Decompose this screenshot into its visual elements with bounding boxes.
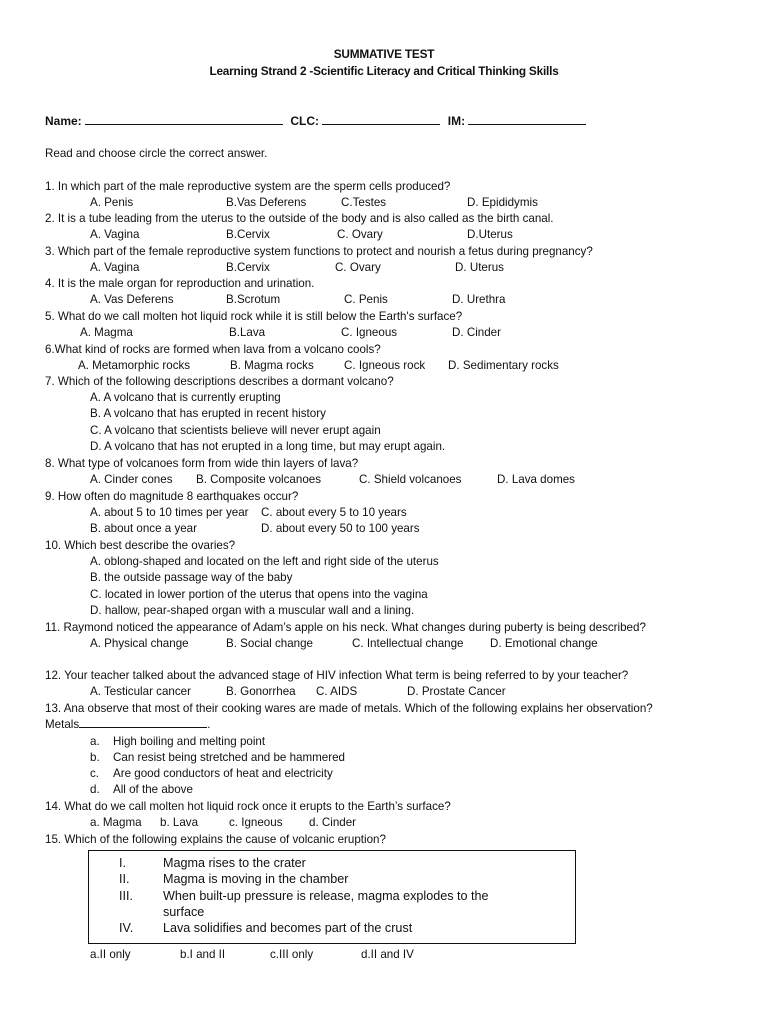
option[interactable]: C. Intellectual change xyxy=(352,637,464,650)
name-field[interactable] xyxy=(85,114,283,125)
question-text: 15. Which of the following explains the cause of volcanic eruption? xyxy=(45,833,386,846)
option[interactable]: D. Lava domes xyxy=(497,473,575,486)
clc-field[interactable] xyxy=(322,114,440,125)
instructions: Read and choose circle the correct answer. xyxy=(45,147,268,160)
statement-text: When built-up pressure is release, magma explodes to the xyxy=(163,889,489,903)
statement-number: II. xyxy=(119,872,130,886)
question-text: 1. In which part of the male reproductive system are the sperm cells produced? xyxy=(45,180,451,193)
option-letter: b. xyxy=(90,751,100,764)
option[interactable]: D. Urethra xyxy=(452,293,506,306)
option[interactable]: c. Igneous xyxy=(229,816,283,829)
option[interactable]: B. Composite volcanoes xyxy=(196,473,322,486)
option[interactable]: C. Igneous xyxy=(341,326,398,339)
option[interactable]: C.Testes xyxy=(341,196,387,209)
option[interactable]: Can resist being stretched and be hammered xyxy=(113,751,346,764)
option[interactable]: A. Penis xyxy=(90,196,134,209)
option[interactable]: B. about once a year xyxy=(90,522,197,535)
option[interactable]: C. Ovary xyxy=(337,228,383,241)
option-letter: c. xyxy=(90,767,100,780)
question-text: 8. What type of volcanoes form from wide thin layers of lava? xyxy=(45,457,359,470)
question-text: 12. Your teacher talked about the advanced stage of HIV infection What term is being referred to by your teacher? xyxy=(45,669,629,682)
question-text: 14. What do we call molten hot liquid rock once it erupts to the Earth’s surface? xyxy=(45,800,451,813)
option[interactable]: D. Sedimentary rocks xyxy=(448,359,559,372)
option[interactable]: B.Lava xyxy=(229,326,266,339)
option[interactable]: B.Vas Deferens xyxy=(226,196,307,209)
option[interactable]: a. Magma xyxy=(90,816,142,829)
option-letter: a. xyxy=(90,735,100,748)
option[interactable]: B.Cervix xyxy=(226,261,270,274)
option[interactable]: C. Penis xyxy=(344,293,388,306)
question-text: 9. How often do magnitude 8 earthquakes occur? xyxy=(45,490,299,503)
option[interactable]: D. A volcano that has not erupted in a long time, but may erupt again. xyxy=(90,440,446,453)
question-text: 11. Raymond noticed the appearance of Adam’s apple on his neck. What changes during puberty is being described? xyxy=(45,621,646,634)
option[interactable]: B. Magma rocks xyxy=(230,359,314,372)
im-label: IM: xyxy=(447,114,466,128)
option[interactable]: A. Physical change xyxy=(90,637,189,650)
question-text: 4. It is the male organ for reproduction and urination. xyxy=(45,277,315,290)
question-text: 6.What kind of rocks are formed when lava from a volcano cools? xyxy=(45,343,381,356)
statement-text: Magma rises to the crater xyxy=(163,856,306,870)
question-continuation: Metals . xyxy=(45,718,211,731)
option[interactable]: C. Shield volcanoes xyxy=(359,473,462,486)
question-text: 5. What do we call molten hot liquid rock while it is still below the Earth's surface? xyxy=(45,310,463,323)
option[interactable]: B. Social change xyxy=(226,637,314,650)
statement-text: surface xyxy=(163,905,205,919)
name-label: Name: xyxy=(45,114,82,128)
option[interactable]: A. Metamorphic rocks xyxy=(78,359,191,372)
option[interactable]: D. Cinder xyxy=(452,326,501,339)
statements-box xyxy=(88,850,576,944)
student-info-row xyxy=(45,114,586,128)
option[interactable]: B.Scrotum xyxy=(226,293,281,306)
option[interactable]: D. Uterus xyxy=(455,261,504,274)
option[interactable]: c.III only xyxy=(270,948,314,961)
question-text: 2. It is a tube leading from the uterus to the outside of the body and is also called as the birth canal. xyxy=(45,212,554,225)
question-text: 3. Which part of the female reproductive system functions to protect and nourish a fetus during pregnancy? xyxy=(45,245,593,258)
option[interactable]: C. A volcano that scientists believe will never erupt again xyxy=(90,424,381,437)
option[interactable]: A. Vagina xyxy=(90,261,140,274)
statement-number: III. xyxy=(119,889,133,903)
option[interactable]: D. hallow, pear-shaped organ with a muscular wall and a lining. xyxy=(90,604,415,617)
statement-text: Lava solidifies and becomes part of the crust xyxy=(163,921,413,935)
option[interactable]: D. about every 50 to 100 years xyxy=(261,522,420,535)
option[interactable]: b. Lava xyxy=(160,816,199,829)
option[interactable]: a.II only xyxy=(90,948,131,961)
option[interactable]: B. A volcano that has erupted in recent history xyxy=(90,407,326,420)
option[interactable]: d.II and IV xyxy=(361,948,414,961)
question-text: 10. Which best describe the ovaries? xyxy=(45,539,236,552)
question-text: 13. Ana observe that most of their cooking wares are made of metals. Which of the following explains her observation? xyxy=(45,702,653,715)
option[interactable]: D. Emotional change xyxy=(490,637,598,650)
option[interactable]: A. A volcano that is currently erupting xyxy=(90,391,281,404)
question-text: 7. Which of the following descriptions describes a dormant volcano? xyxy=(45,375,394,388)
im-field[interactable] xyxy=(468,114,586,125)
page-subtitle: Learning Strand 2 -Scientific Literacy and Critical Thinking Skills xyxy=(209,64,559,78)
clc-label: CLC: xyxy=(290,114,320,128)
option[interactable]: C. located in lower portion of the uterus that opens into the vagina xyxy=(90,588,428,601)
option[interactable]: B. Gonorrhea xyxy=(226,685,296,698)
option[interactable]: B.Cervix xyxy=(226,228,270,241)
option[interactable]: High boiling and melting point xyxy=(113,735,266,748)
option[interactable]: D. Prostate Cancer xyxy=(407,685,506,698)
option[interactable]: D. Epididymis xyxy=(467,196,538,209)
option[interactable]: A. oblong-shaped and located on the left and right side of the uterus xyxy=(90,555,439,568)
option-letter: d. xyxy=(90,783,100,796)
option[interactable]: C. about every 5 to 10 years xyxy=(261,506,407,519)
statement-number: IV. xyxy=(119,921,134,935)
option[interactable]: C. AIDS xyxy=(316,685,358,698)
option[interactable]: A. Testicular cancer xyxy=(90,685,191,698)
option[interactable]: A. about 5 to 10 times per year xyxy=(90,506,249,519)
option[interactable]: D.Uterus xyxy=(467,228,513,241)
option[interactable]: A. Cinder cones xyxy=(90,473,173,486)
option[interactable]: All of the above xyxy=(113,783,193,796)
statement-text: Magma is moving in the chamber xyxy=(163,872,349,886)
option[interactable]: A. Vas Deferens xyxy=(90,293,174,306)
page-title: SUMMATIVE TEST xyxy=(333,47,435,61)
option[interactable]: A. Vagina xyxy=(90,228,140,241)
option[interactable]: A. Magma xyxy=(80,326,133,339)
option[interactable]: Are good conductors of heat and electricity xyxy=(113,767,333,780)
option[interactable]: b.I and II xyxy=(180,948,226,961)
statement-number: I. xyxy=(119,856,126,870)
option[interactable]: C. Igneous rock xyxy=(344,359,426,372)
option[interactable]: d. Cinder xyxy=(309,816,357,829)
option[interactable]: B. the outside passage way of the baby xyxy=(90,571,293,584)
option[interactable]: C. Ovary xyxy=(335,261,381,274)
